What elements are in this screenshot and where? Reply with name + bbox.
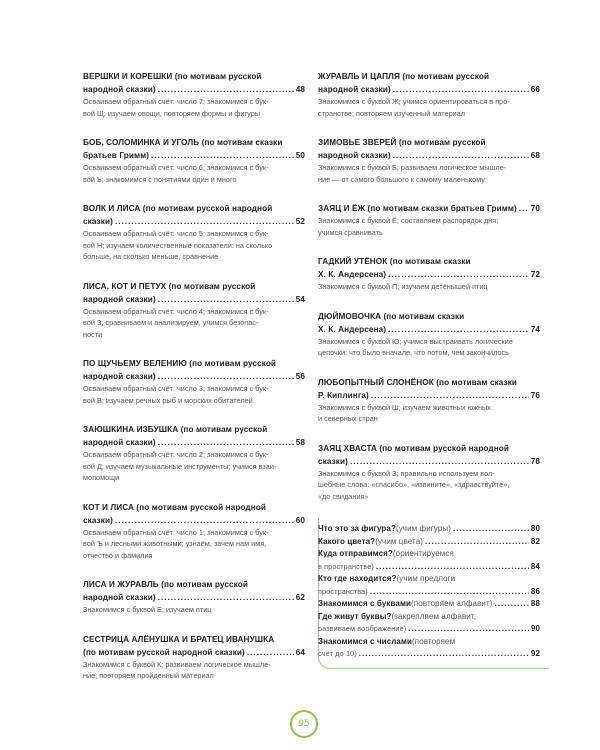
entry-title-line1: ГАДКИЙ УТЁНОК (по мотивам сказки [318,257,471,266]
leader-dots [247,646,294,659]
toc-entry[interactable] [83,423,305,484]
entry-title-line2: народной сказки) [83,438,156,447]
extra-title: Кто где находится? [318,574,397,583]
extra-title: Знакомимся с числами [318,636,413,646]
leader-dots [453,523,529,536]
entry-description: Осваиваем обратный счёт: число 6; знакомимся с бук- [83,163,269,172]
entry-page-number: 60 [295,515,305,525]
extra-entry[interactable] [318,636,540,661]
extras-list [318,523,540,661]
entry-page-number: 66 [530,85,540,94]
leader-dots [370,586,529,599]
entry-description: Знакомимся с буквой З; правильно используем вол- [318,468,495,478]
entry-description: «до свидания» [318,491,369,501]
entry-title-line2: народной сказки) [318,151,391,160]
extra-note: (повторяем [412,636,456,646]
extra-entry[interactable] [318,573,540,598]
entry-description: Знакомимся с буквой Е; изучаем птиц [83,605,212,614]
entry-description: Знакомимся с буквой Ё; составляем распорядок дня; [318,216,499,225]
entry-description: Знакомимся с буквой Ж; учимся ориентироваться в про- [318,97,510,106]
entry-description: ности [83,329,103,339]
toc-entry[interactable] [83,578,305,616]
extra-note: (учим фигуры) [395,524,452,533]
extra-title: Куда отправимся? [318,549,393,558]
leader-dots [408,623,529,636]
entry-title-line2: сказки) [83,217,113,226]
entry-title-line1: ПО ЩУЧЬЕМУ ВЕЛЕНИЮ (по мотивам русской [83,359,277,368]
entry-description: вой Ь; знакомимся с понятиями один и много [83,174,237,184]
extra-entry[interactable] [318,548,540,573]
entry-page-number: 56 [295,372,305,381]
entry-page-number: 70 [530,204,540,213]
entry-title-line1: ЗИМОВЬЕ ЗВЕРЕЙ (по мотивам русской [318,138,486,147]
extra-note-cont: счёт до 10) [318,649,357,658]
entry-description: странстве; повторяем изученный материал [318,108,466,118]
extra-note: (закрепляем алфавит, [391,611,477,621]
entry-title-line1: БОБ, СОЛОМИНКА И УГОЛЬ (по мотивам сказки [83,138,283,147]
toc-entry[interactable] [318,136,540,185]
leader-dots [115,215,294,228]
entry-title-line2: Р. Киплинга) [318,390,369,400]
entry-description: вой Д; изучаем музыкальные инструменты; учимся взаи- [83,461,277,471]
extra-title: Что это за фигура? [318,524,396,533]
extra-title: Знакомимся с буквами [318,599,412,608]
toc-entry[interactable] [318,310,540,359]
toc-entry[interactable] [83,280,305,341]
entry-title-line1: ДЮЙМОВОЧКА (по мотивам сказки [318,311,465,321]
entry-page-number: 52 [295,217,305,226]
toc-right-column [318,70,540,519]
extra-page-number: 88 [530,599,540,608]
toc-entry[interactable] [83,501,305,562]
entry-description: ние; повторяем пройденный материал [83,671,214,680]
extra-page-number: 92 [530,649,540,658]
entry-title-line2: народной сказки) [83,85,156,94]
toc-entry[interactable] [318,442,540,503]
extra-page-number: 80 [530,524,540,533]
entry-title-line2: ЗАЯЦ И ЁЖ (по мотивам сказки братьев Гримм) [318,204,517,213]
entry-description: Знакомимся с буквой К; развиваем логическое мышле- [83,659,271,669]
leader-dots [158,83,294,96]
entry-page-number: 58 [295,438,305,447]
entry-description: мопомощи [83,473,120,482]
entry-description: учимся сравнивать [318,227,383,237]
extra-title: Какого цвета? [318,536,376,546]
entry-title-line2: сказки) [318,456,348,466]
entry-title-line2: братьев Гримм) [83,151,150,160]
toc-entry[interactable] [83,136,305,185]
entry-description: Знакомимся с буквой Ю; учимся выстраивать логические [318,336,513,346]
leader-dots [158,370,294,383]
entry-page-number: 76 [530,390,540,400]
entry-title-line2: народной сказки) [83,294,156,304]
entry-description: Осваиваем обратный счёт: число 5; знакомимся с бук- [83,229,269,238]
page-number-badge [290,710,318,738]
leader-dots [425,536,529,549]
entry-page-number: 50 [295,151,305,160]
entry-title-line2: народной сказки) [318,85,391,94]
entry-description: вой Н; изучаем количественные показатели: на сколько [83,240,273,250]
toc-entry[interactable] [83,633,305,682]
toc-entry[interactable] [83,357,305,406]
extra-note: (ориентируемся [392,549,454,558]
extra-note-cont: развиваем воображение) [318,624,407,633]
extra-page-number: 84 [530,561,540,571]
extra-page-number: 82 [530,536,540,546]
entry-title-line2: сказки) [83,515,113,525]
leader-dots [359,648,529,661]
entry-page-number: 48 [295,85,305,94]
entry-description: больше, на сколько меньше, сравнение [83,252,219,261]
leader-dots [158,591,294,604]
entry-description: Осваиваем обратный счёт: число 4; знакомимся с бук- [83,306,269,316]
toc-left-column [83,70,305,699]
entry-page-number: 64 [295,647,305,657]
entry-title-line1: ЛЮБОПЫТНЫЙ СЛОНЁНОК (по мотивам сказки [318,377,518,387]
entry-page-number: 62 [295,593,305,602]
extra-note: (учим цвета) [375,536,424,546]
toc-entry[interactable] [318,376,540,425]
entry-title-line1: ЖУРАВЛЬ И ЦАПЛЯ (по мотивам русской [318,72,490,81]
entry-description: Знакомимся с буквой Б; развиваем логическое мышле- [318,163,507,172]
leader-dots [376,561,529,574]
entry-description: Осваиваем обратный счёт: число 7; знакомимся с бук- [83,97,269,106]
entry-description: отчество и фамилия [83,550,153,560]
leader-dots [388,323,529,336]
entry-title-line2: Х. К. Андерсена) [318,270,387,279]
extra-page-number: 86 [530,586,540,596]
entry-page-number: 54 [295,294,305,304]
entry-description: и северных стран [318,414,378,423]
leader-dots [388,268,529,281]
leader-dots [519,202,529,215]
entry-description: Осваиваем обратный счёт: число 1; знакомимся с бук- [83,527,269,537]
extra-entry[interactable] [318,598,540,611]
extra-note-cont: пространства) [318,586,368,596]
leader-dots [350,455,529,468]
entry-title-line2: народной сказки) [83,372,156,381]
leader-dots [158,436,294,449]
entry-title-line2: (по мотивам русской народной сказки) [83,647,245,657]
entry-page-number: 78 [530,456,540,466]
extra-note-cont: в пространстве) [318,561,374,571]
entry-description: Осваиваем обратный счёт: число 2; знакомимся с бук- [83,450,269,459]
toc-entry[interactable] [83,70,305,119]
entry-title-line1: ВОЛК И ЛИСА (по мотивам русской народной [83,204,273,213]
extra-note: (повторяем алфавит) [411,599,493,608]
toc-entry[interactable] [83,202,305,263]
leader-dots [158,293,294,306]
leader-dots [393,149,529,162]
leader-dots [371,389,529,402]
extra-note: (учим предлоги [396,574,456,583]
extra-page-number: 90 [530,624,540,633]
page-number: 95 [298,719,310,729]
entry-page-number: 68 [530,151,540,160]
entry-description: Знакомимся с буквой Ш; изучаем животных южных [318,402,491,412]
entry-description: ние — от самого большого к самому маленькому [318,174,485,184]
leader-dots [495,598,529,611]
entry-description: вой В; изучаем речных рыб и морских обитателей [83,395,253,405]
entry-title-line1: ЛИСА И ЖУРАВЛЬ (по мотивам русской [83,580,248,589]
extra-entry[interactable] [318,523,540,536]
entry-description: шебные слова: «спасибо», «извините», «здравствуйте», [318,480,510,489]
entry-description: Осваиваем обратный счёт: число 3; знакомимся с бук- [83,384,269,393]
leader-dots [151,149,294,162]
entry-description: цепочки: что было вначале, что потом, чем закончилось [318,348,509,357]
entry-description: вой Ъ и лесными животными; узнаём, зачем нам имя, [83,539,267,548]
entry-description: вой Щ; изучаем овощи, повторяем формы и фигуры [83,108,261,118]
toc-entry[interactable] [318,70,540,119]
entry-page-number: 74 [530,324,540,334]
extra-title: Где живут буквы? [318,611,392,621]
extra-entry[interactable] [318,536,540,549]
leader-dots [393,83,529,96]
toc-entry[interactable] [318,202,540,238]
entry-title-line1: ВЕРШКИ И КОРЕШКИ (по мотивам русской [83,72,262,81]
entry-title-line2: Х. К. Андерсена) [318,324,387,334]
entry-title-line1: СЕСТРИЦА АЛЁНУШКА И БРАТЕЦ ИВАНУШКА [83,634,275,644]
entry-page-number: 72 [530,270,540,279]
entry-title-line1: КОТ И ЛИСА (по мотивам русской народной [83,502,266,512]
toc-entry[interactable] [318,255,540,293]
leader-dots [115,514,294,527]
entry-description: Знакомимся с буквой П; изучаем детёнышей птиц [318,282,488,291]
entry-title-line2: народной сказки) [83,593,156,602]
extra-entry[interactable] [318,611,540,636]
entry-title-line1: ЗАЮШКИНА ИЗБУШКА (по мотивам русской [83,425,268,434]
entry-description: вой З; сравниваем и анализируем, учимся безопас- [83,318,259,327]
entry-title-line1: ЛИСА, КОТ И ПЕТУХ (по мотивам русской [83,281,256,291]
entry-title-line1: ЗАЯЦ ХВАСТА (по мотивам русской народной [318,443,510,453]
